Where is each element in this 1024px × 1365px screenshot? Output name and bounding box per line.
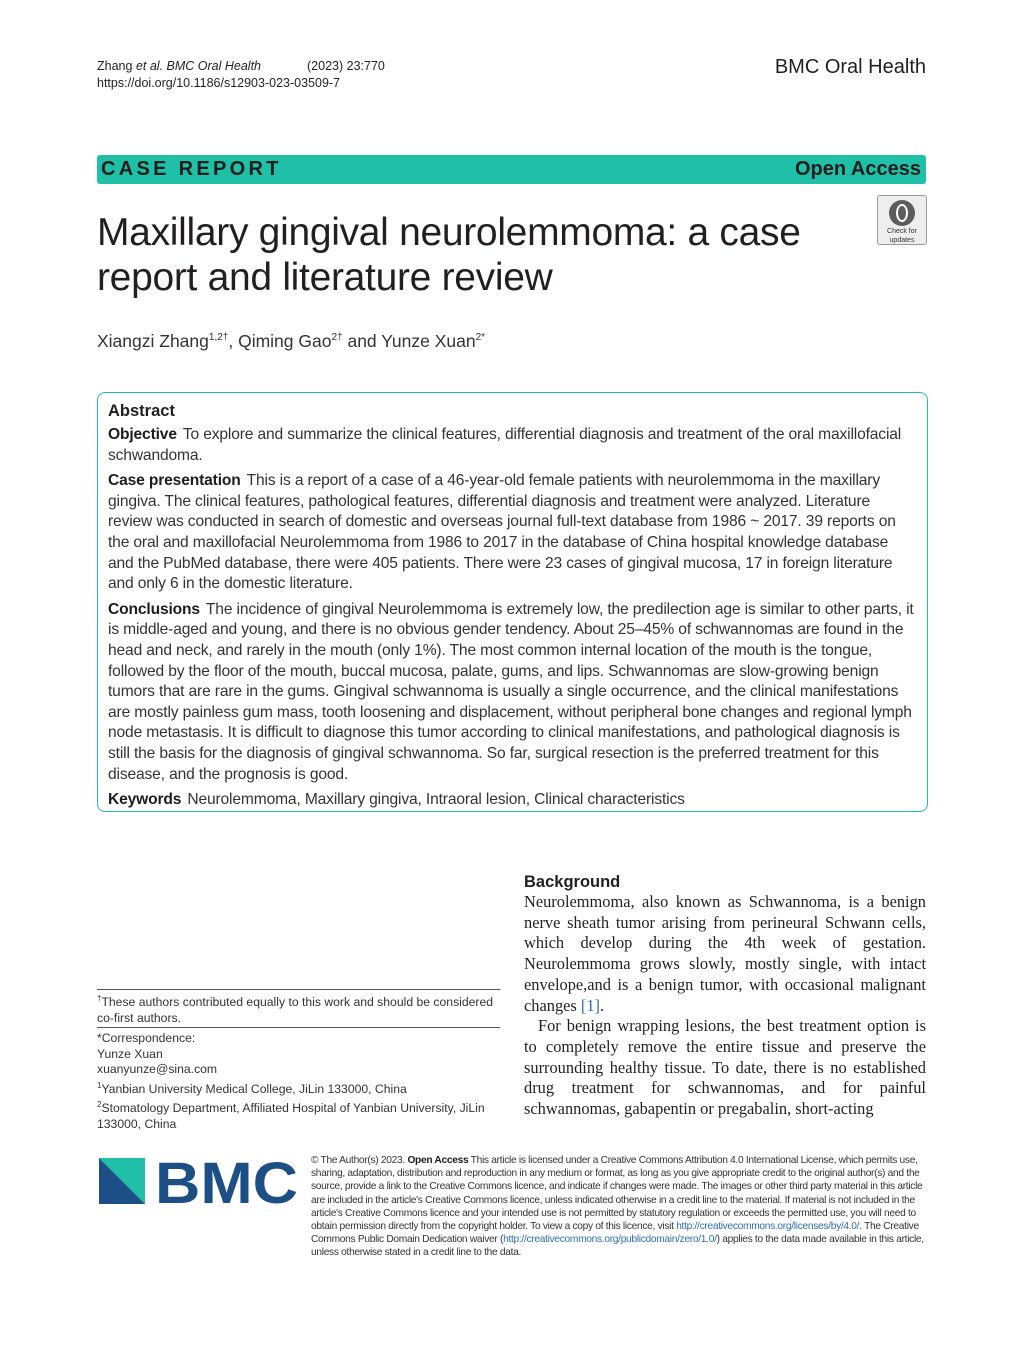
copyright-text: © The Author(s) 2023. xyxy=(311,1155,405,1166)
article-title xyxy=(97,210,857,300)
objective-text: To explore and summarize the clinical features, differential diagnosis and treatment of the oral maxillofacial schwandoma. xyxy=(108,426,902,464)
background-paragraph-2: For benign wrapping lesions, the best treatment option is to completely remove the entire tissue and preserve the surrounding healthy tissue. To date, there is no established drug treatment for schwannomas, and for painful schwannomas, gabapentin or pregabalin, short-acting xyxy=(524,1016,926,1119)
equal-contribution-text: These authors contributed equally to this work and should be considered co-first authors. xyxy=(97,995,494,1025)
license-open-access-label: Open Access xyxy=(407,1155,469,1166)
conclusions-text: The incidence of gingival Neurolemmoma is extremely low, the predilection age is similar to other parts, it is middle-aged and young, and there is no obvious gender tendency. About 25–45% of schwannomas are found in the head and neck, and rarely in the mouth (only 1%). The most common internal location of the mouth is the tongue, followed by the floor of the mouth, buccal mucosa, palate, gums, and lips. Schwannomas are slow-growing benign tumors that are rare in the gums. Gingival schwannoma is usually a single occurrence, and the clinical manifestations are mostly painless gum mass, tooth loosening and displacement, without peripheral bone changes and regional lymph node metastasis. It is difficult to diagnose this tumor according to clinical manifestations, and pathological diagnosis is still the basis for the diagnosis of gingival schwannoma. So far, surgical resection is the preferred treatment for this disease, and the prognosis is good. xyxy=(108,600,914,783)
keywords-label: Keywords xyxy=(108,791,182,809)
author-list xyxy=(97,331,485,352)
dagger-mark: † xyxy=(97,994,102,1003)
open-access-label: Open Access xyxy=(795,158,921,180)
background-section xyxy=(524,872,926,1120)
citation-author: Zhang xyxy=(97,59,133,73)
conclusions-label: Conclusions xyxy=(108,600,200,618)
citation-journal: BMC Oral Health xyxy=(166,59,262,73)
citation-etal: et al. xyxy=(135,59,164,73)
affiliation-2-text: Stomatology Department, Affiliated Hospital of Yanbian University, JiLin 133000, China xyxy=(97,1101,485,1131)
affiliation-2-mark: 2 xyxy=(97,1100,102,1110)
license-statement xyxy=(311,1154,926,1260)
background-heading: Background xyxy=(524,873,621,891)
license-text-1: This article is licensed under a Creative Commons Attribution 4.0 International License, which permits use, sharing, adaptation, distribution and reproduction in any medium or format, as long as you give appropriate credit to the original author(s) and the source, provide a link to the Creative Commons licence, and indicate if changes were made. The images or other third party material in this article are included in the article's Creative Commons licence, unless indicated otherwise in a credit line to the material. If material is not included in the article's Creative Commons licence and your intended use is not permitted by statutory regulation or exceeds the permitted use, you will need to obtain permission directly from the copyright holder. To view a copy of this licence, visit xyxy=(311,1155,923,1233)
article-type-banner xyxy=(97,155,926,184)
correspondence-name: Yunze Xuan xyxy=(97,1046,163,1061)
citation-link-1[interactable]: [1] xyxy=(580,995,601,1015)
case-presentation-text: This is a report of a case of a 46-year-old female patients with neurolemmoma in the maxillary gingiva. The clinical features, pathological features, differential diagnosis and treatment were analyzed. Literature review was conducted in search of domestic and overseas journal full-text database from 1986 ~ 2017. 39 reports on the oral and maxillofacial Neurolemmoma from 1986 to 2017 in the database of China hospital knowledge database and the PubMed database, there were 405 patients. There were 23 cases of gingival mucosa, 17 in foreign literature and only 6 in the domestic literature. xyxy=(108,472,896,593)
crossmark-icon xyxy=(889,200,915,226)
bmc-logo-text: BMC xyxy=(155,1158,298,1206)
cc0-link[interactable]: http://creativecommons.org/publicdomain/zero/1.0/ xyxy=(503,1234,717,1246)
affiliation-1 xyxy=(97,1078,500,1098)
author-3[interactable]: and Yunze Xuan xyxy=(342,331,476,351)
title-line-1: Maxillary gingival neurolemmoma: a case xyxy=(97,211,801,254)
check-for-updates-button[interactable] xyxy=(877,195,927,245)
abstract-heading: Abstract xyxy=(108,402,175,420)
case-presentation-paragraph xyxy=(108,471,917,595)
correspondence-block xyxy=(97,1031,500,1132)
author-2[interactable]: , Qiming Gao xyxy=(228,331,332,351)
author-2-affil: 2† xyxy=(331,332,343,344)
footnote-divider-2 xyxy=(97,1027,500,1028)
citation-year-vol: (2023) 23:770 xyxy=(307,59,385,73)
case-report-label: CASE REPORT xyxy=(101,158,282,180)
citation-header xyxy=(97,58,385,92)
cc-by-link[interactable]: http://creativecommons.org/licenses/by/4.0/ xyxy=(676,1221,860,1233)
author-3-affil: 2* xyxy=(475,332,486,344)
keywords-paragraph xyxy=(108,790,917,811)
correspondence-label: *Correspondence: xyxy=(97,1031,196,1045)
correspondence-email[interactable]: xuanyunze@sina.com xyxy=(97,1062,218,1076)
doi-link[interactable]: https://doi.org/10.1186/s12903-023-03509-7 xyxy=(97,76,341,90)
affiliation-2 xyxy=(97,1097,500,1132)
author-1-affil: 1,2† xyxy=(208,332,229,344)
license-text-2: . The Creative Commons Public Domain Dedication waiver ( xyxy=(311,1221,919,1246)
equal-contribution-note xyxy=(97,991,500,1026)
case-presentation-label: Case presentation xyxy=(108,472,241,490)
background-p1-end: . xyxy=(600,995,605,1015)
objective-paragraph xyxy=(108,425,917,466)
abstract-box xyxy=(97,392,928,812)
journal-name: BMC Oral Health xyxy=(774,56,926,78)
keywords-text: Neurolemmoma, Maxillary gingiva, Intraoral lesion, Clinical characteristics xyxy=(187,791,685,809)
check-updates-line2: updates xyxy=(889,237,915,244)
bmc-logo xyxy=(99,1158,299,1206)
affiliation-1-text: Yanbian University Medical College, JiLin 133000, China xyxy=(101,1081,407,1096)
author-1[interactable]: Xiangzi Zhang xyxy=(97,331,209,351)
objective-label: Objective xyxy=(108,426,177,443)
background-p1-text: Neurolemmoma, also known as Schwannoma, is a benign nerve sheath tumor arising from perineural Schwann cells, which develop during the 4th week of gestation. Neurolemmoma grows slowly, mostly single, with intact envelope,and is a benign tumor, with occasional malignant changes xyxy=(524,892,926,1015)
background-paragraph-1 xyxy=(524,892,926,1016)
conclusions-paragraph xyxy=(108,600,917,785)
affiliation-1-mark: 1 xyxy=(97,1080,102,1090)
check-updates-line1: Check for xyxy=(887,228,917,235)
footnote-divider-1 xyxy=(97,989,500,990)
license-text-3: ) applies to the data made available in this article, unless otherwise stated in a credit line to the data. xyxy=(311,1234,924,1259)
title-line-2: report and literature review xyxy=(97,256,553,299)
